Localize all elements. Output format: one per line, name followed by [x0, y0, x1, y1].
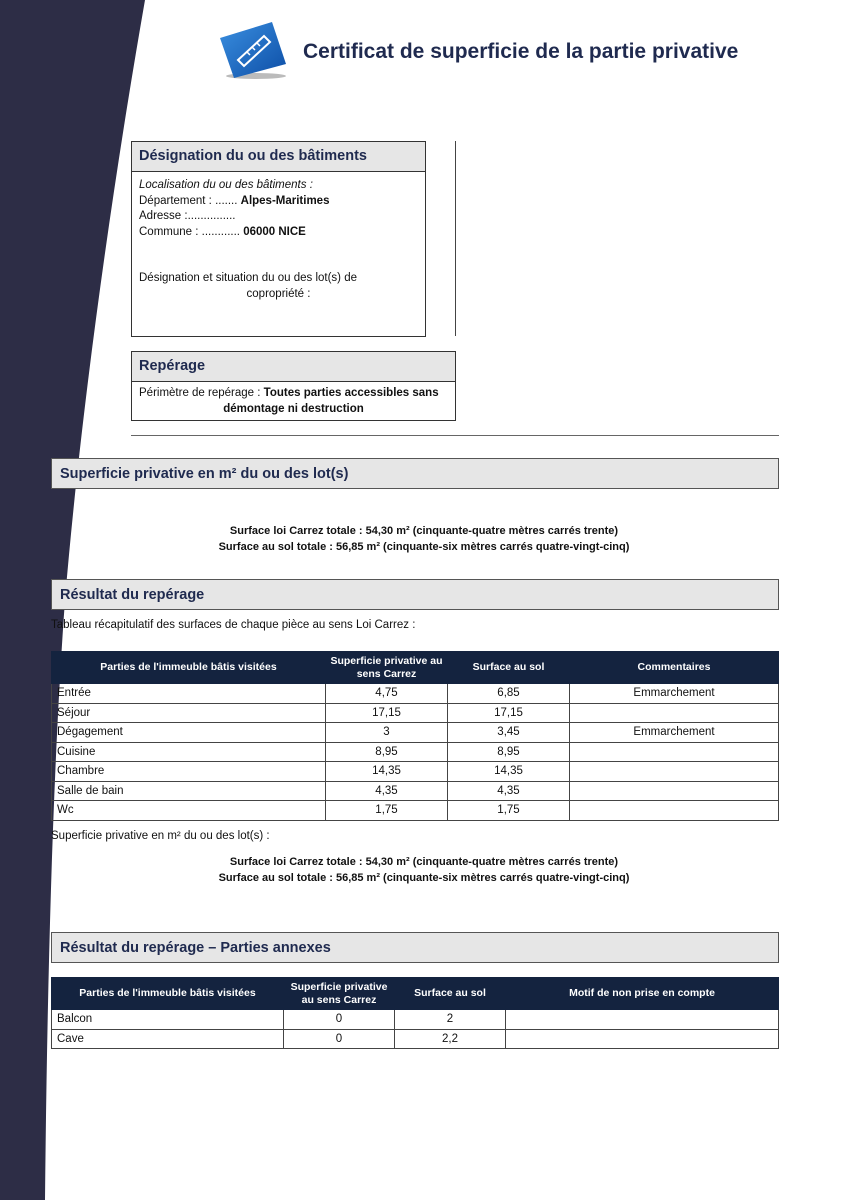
row-sol: 2 [395, 1010, 506, 1030]
divider-horizontal [131, 435, 779, 436]
row-piece: Balcon [52, 1010, 284, 1030]
superficie-totals [0, 523, 848, 555]
row-sol: 1,75 [448, 801, 570, 821]
table-row [52, 801, 779, 821]
annexes-heading: Résultat du repérage – Parties annexes [51, 932, 779, 963]
row-sol: 8,95 [448, 742, 570, 762]
row-sol: 4,35 [448, 781, 570, 801]
departement-label: Département : ....... [139, 194, 238, 207]
reperage-box [131, 351, 456, 421]
row-superficie: 0 [284, 1029, 395, 1049]
designation-body [132, 172, 425, 308]
row-sol: 17,15 [448, 703, 570, 723]
row-commentaire: Emmarchement [570, 723, 779, 743]
row-commentaire: Emmarchement [570, 684, 779, 704]
row-motif [506, 1010, 779, 1030]
row-piece: Séjour [52, 703, 326, 723]
table-row [52, 781, 779, 801]
designation-box [131, 141, 426, 337]
row-superficie: 4,35 [326, 781, 448, 801]
resultat-totals [0, 854, 848, 886]
row-piece: Cuisine [52, 742, 326, 762]
col-superficie: Superficie privative au sens Carrez [326, 652, 448, 684]
row-commentaire [570, 801, 779, 821]
row-piece: Chambre [52, 762, 326, 782]
reperage-heading: Repérage [132, 352, 455, 382]
departement-line [139, 194, 418, 210]
row-sol: 3,45 [448, 723, 570, 743]
row-superficie: 0 [284, 1010, 395, 1030]
localisation-label: Localisation du ou des bâtiments : [139, 179, 313, 191]
superficie-au-sol: Surface au sol totale : 56,85 m² (cinquante-six mètres carrés quatre-vingt-cinq) [218, 541, 630, 553]
col-sol: Surface au sol [448, 652, 570, 684]
adresse-label: Adresse :............... [139, 210, 236, 222]
col-superficie: Superficie privative au sens Carrez [284, 978, 395, 1010]
row-piece: Dégagement [52, 723, 326, 743]
table-row [52, 703, 779, 723]
perimetre-value-line1: Toutes parties accessibles sans [263, 387, 439, 399]
annexes-table [51, 977, 779, 1049]
row-sol: 6,85 [448, 684, 570, 704]
reperage-body [132, 382, 455, 423]
col-sol: Surface au sol [395, 978, 506, 1010]
lots-label-line1: Désignation et situation du ou des lot(s) de [139, 272, 357, 284]
resultat-table-header [52, 652, 779, 684]
resultat-au-sol: Surface au sol totale : 56,85 m² (cinquante-six mètres carrés quatre-vingt-cinq) [218, 872, 630, 884]
designation-heading: Désignation du ou des bâtiments [132, 142, 425, 172]
row-piece: Entrée [52, 684, 326, 704]
resultat-summary-label: Superficie privative en m² du ou des lot(s) : [51, 830, 270, 842]
row-commentaire [570, 703, 779, 723]
perimetre-label: Périmètre de repérage : [139, 387, 261, 399]
row-superficie: 3 [326, 723, 448, 743]
perimetre-line [139, 386, 448, 402]
col-parties: Parties de l'immeuble bâtis visitées [52, 652, 326, 684]
resultat-heading: Résultat du repérage [51, 579, 779, 610]
ruler-icon [214, 20, 290, 80]
row-commentaire [570, 742, 779, 762]
row-piece: Cave [52, 1029, 284, 1049]
row-piece: Salle de bain [52, 781, 326, 801]
row-sol: 14,35 [448, 762, 570, 782]
commune-value: 06000 NICE [243, 225, 306, 238]
annexes-table-header [52, 978, 779, 1010]
resultat-table [51, 651, 779, 821]
col-commentaires: Commentaires [570, 652, 779, 684]
row-motif [506, 1029, 779, 1049]
commune-line [139, 225, 418, 241]
row-superficie: 17,15 [326, 703, 448, 723]
row-commentaire [570, 781, 779, 801]
col-motif: Motif de non prise en compte [506, 978, 779, 1010]
table-row [52, 742, 779, 762]
superficie-heading: Superficie privative en m² du ou des lot(s) [51, 458, 779, 489]
table-row [52, 1010, 779, 1030]
table-row [52, 1029, 779, 1049]
row-commentaire [570, 762, 779, 782]
row-sol: 2,2 [395, 1029, 506, 1049]
departement-value: Alpes-Maritimes [240, 194, 330, 207]
table-row [52, 723, 779, 743]
table-row [52, 762, 779, 782]
resultat-intro: Tableau récapitulatif des surfaces de chaque pièce au sens Loi Carrez : [51, 619, 416, 631]
col-parties: Parties de l'immeuble bâtis visitées [52, 978, 284, 1010]
lots-label-line2: copropriété : [246, 287, 311, 300]
resultat-loi-carrez: Surface loi Carrez totale : 54,30 m² (cinquante-quatre mètres carrés trente) [229, 856, 619, 868]
divider-vertical [455, 141, 456, 336]
row-superficie: 4,75 [326, 684, 448, 704]
page-title: Certificat de superficie de la partie privative [303, 40, 739, 63]
row-superficie: 14,35 [326, 762, 448, 782]
row-piece: Wc [52, 801, 326, 821]
table-row [52, 684, 779, 704]
row-superficie: 8,95 [326, 742, 448, 762]
superficie-loi-carrez: Surface loi Carrez totale : 54,30 m² (cinquante-quatre mètres carrés trente) [229, 525, 619, 537]
row-superficie: 1,75 [326, 801, 448, 821]
commune-label: Commune : ............ [139, 225, 240, 238]
perimetre-value-line2: démontage ni destruction [223, 402, 364, 415]
